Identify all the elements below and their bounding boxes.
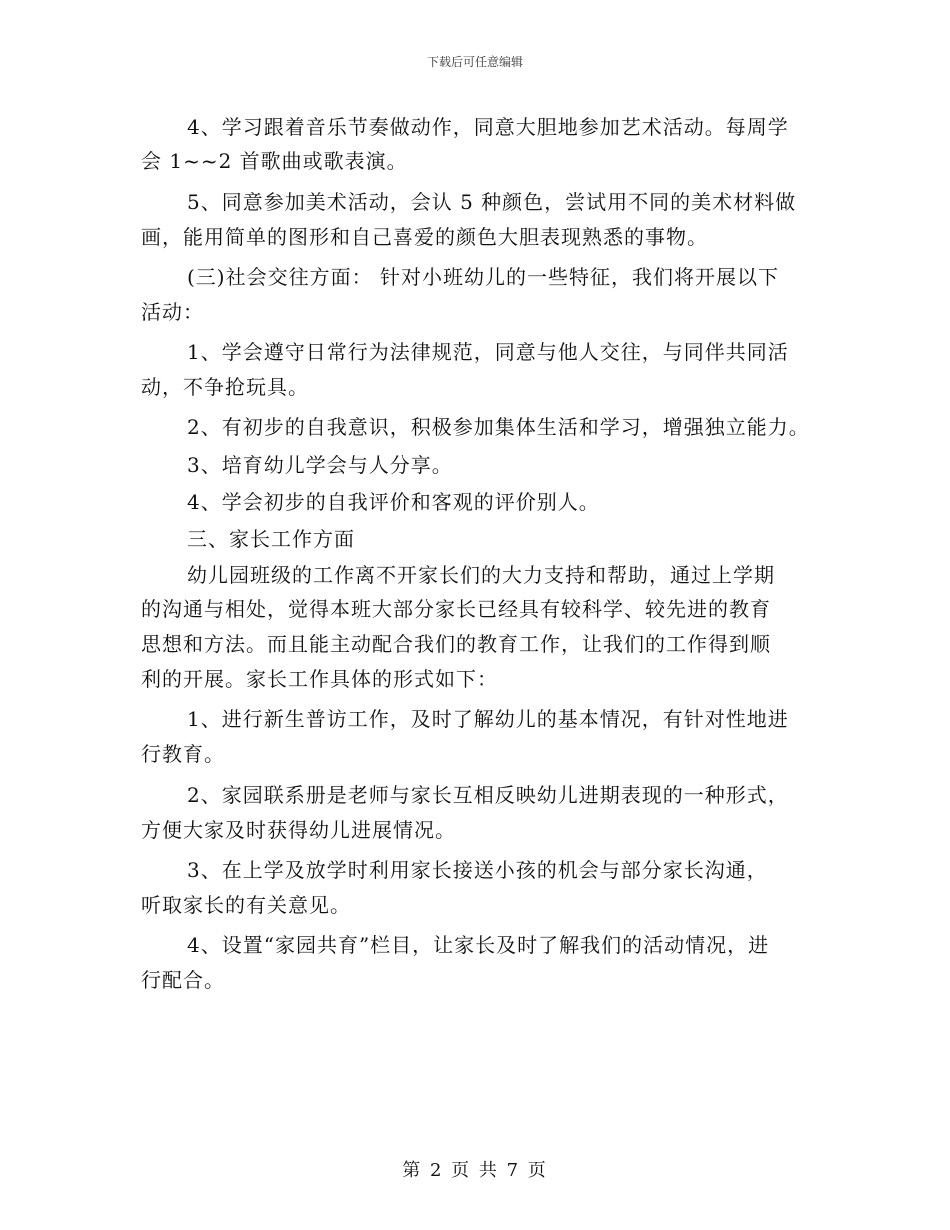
page-header: 下载后可任意编辑 — [426, 55, 523, 69]
body-line: 画，能用简单的图形和自己喜爱的颜色大胆表现熟悉的事物。 — [141, 225, 708, 249]
body-line: 听取家长的有关意见。 — [141, 893, 351, 917]
body-line: 动，不争抢玩具。 — [141, 375, 309, 399]
section-heading: 三、家长工作方面 — [187, 527, 355, 551]
body-line: 思想和方法。而且能主动配合我们的教育工作，让我们的工作得到顺 — [141, 632, 771, 656]
body-line: 3、在上学及放学时利用家长接送小孩的机会与部分家长沟通， — [187, 858, 768, 882]
body-line: 3、培育幼儿学会与人分享。 — [187, 453, 453, 477]
body-line: 5、同意参加美术活动，会认 5 种颜色，尝试用不同的美术材料做 — [187, 190, 797, 214]
body-line: 1、学会遵守日常行为法律规范，同意与他人交往，与同伴共同活 — [187, 340, 789, 364]
body-line: 会 1~~2 首歌曲或歌表演。 — [141, 149, 408, 173]
body-line: 的沟通与相处，觉得本班大部分家长已经具有较科学、较先进的教育 — [141, 597, 771, 621]
body-line: 2、家园联系册是老师与家长互相反映幼儿进期表现的一种形式， — [187, 783, 789, 807]
body-line: (三)社会交往方面： 针对小班幼儿的一些特征，我们将开展以下 — [187, 265, 779, 289]
body-line: 2、有初步的自我意识，积极参加集体生活和学习，增强独立能力。 — [187, 415, 810, 439]
body-line: 4、学会初步的自我评价和客观的评价别人。 — [187, 490, 600, 514]
body-line: 行教育。 — [141, 742, 225, 766]
body-line: 幼儿园班级的工作离不开家长们的大力支持和帮助，通过上学期 — [187, 563, 775, 587]
body-line: 4、学习跟着音乐节奏做动作，同意大胆地参加艺术活动。每周学 — [187, 115, 789, 139]
page-footer: 第 2 页 共 7 页 — [402, 1160, 548, 1181]
body-line: 行配合。 — [141, 968, 225, 992]
body-line: 1、进行新生普访工作，及时了解幼儿的基本情况，有针对性地进 — [187, 707, 789, 731]
body-line: 利的开展。家长工作具体的形式如下： — [141, 667, 498, 691]
body-line: 方便大家及时获得幼儿进展情况。 — [141, 818, 456, 842]
body-line: 4、设置“家园共育”栏目，让家长及时了解我们的活动情况，进 — [187, 933, 770, 957]
body-line: 活动： — [141, 300, 204, 324]
